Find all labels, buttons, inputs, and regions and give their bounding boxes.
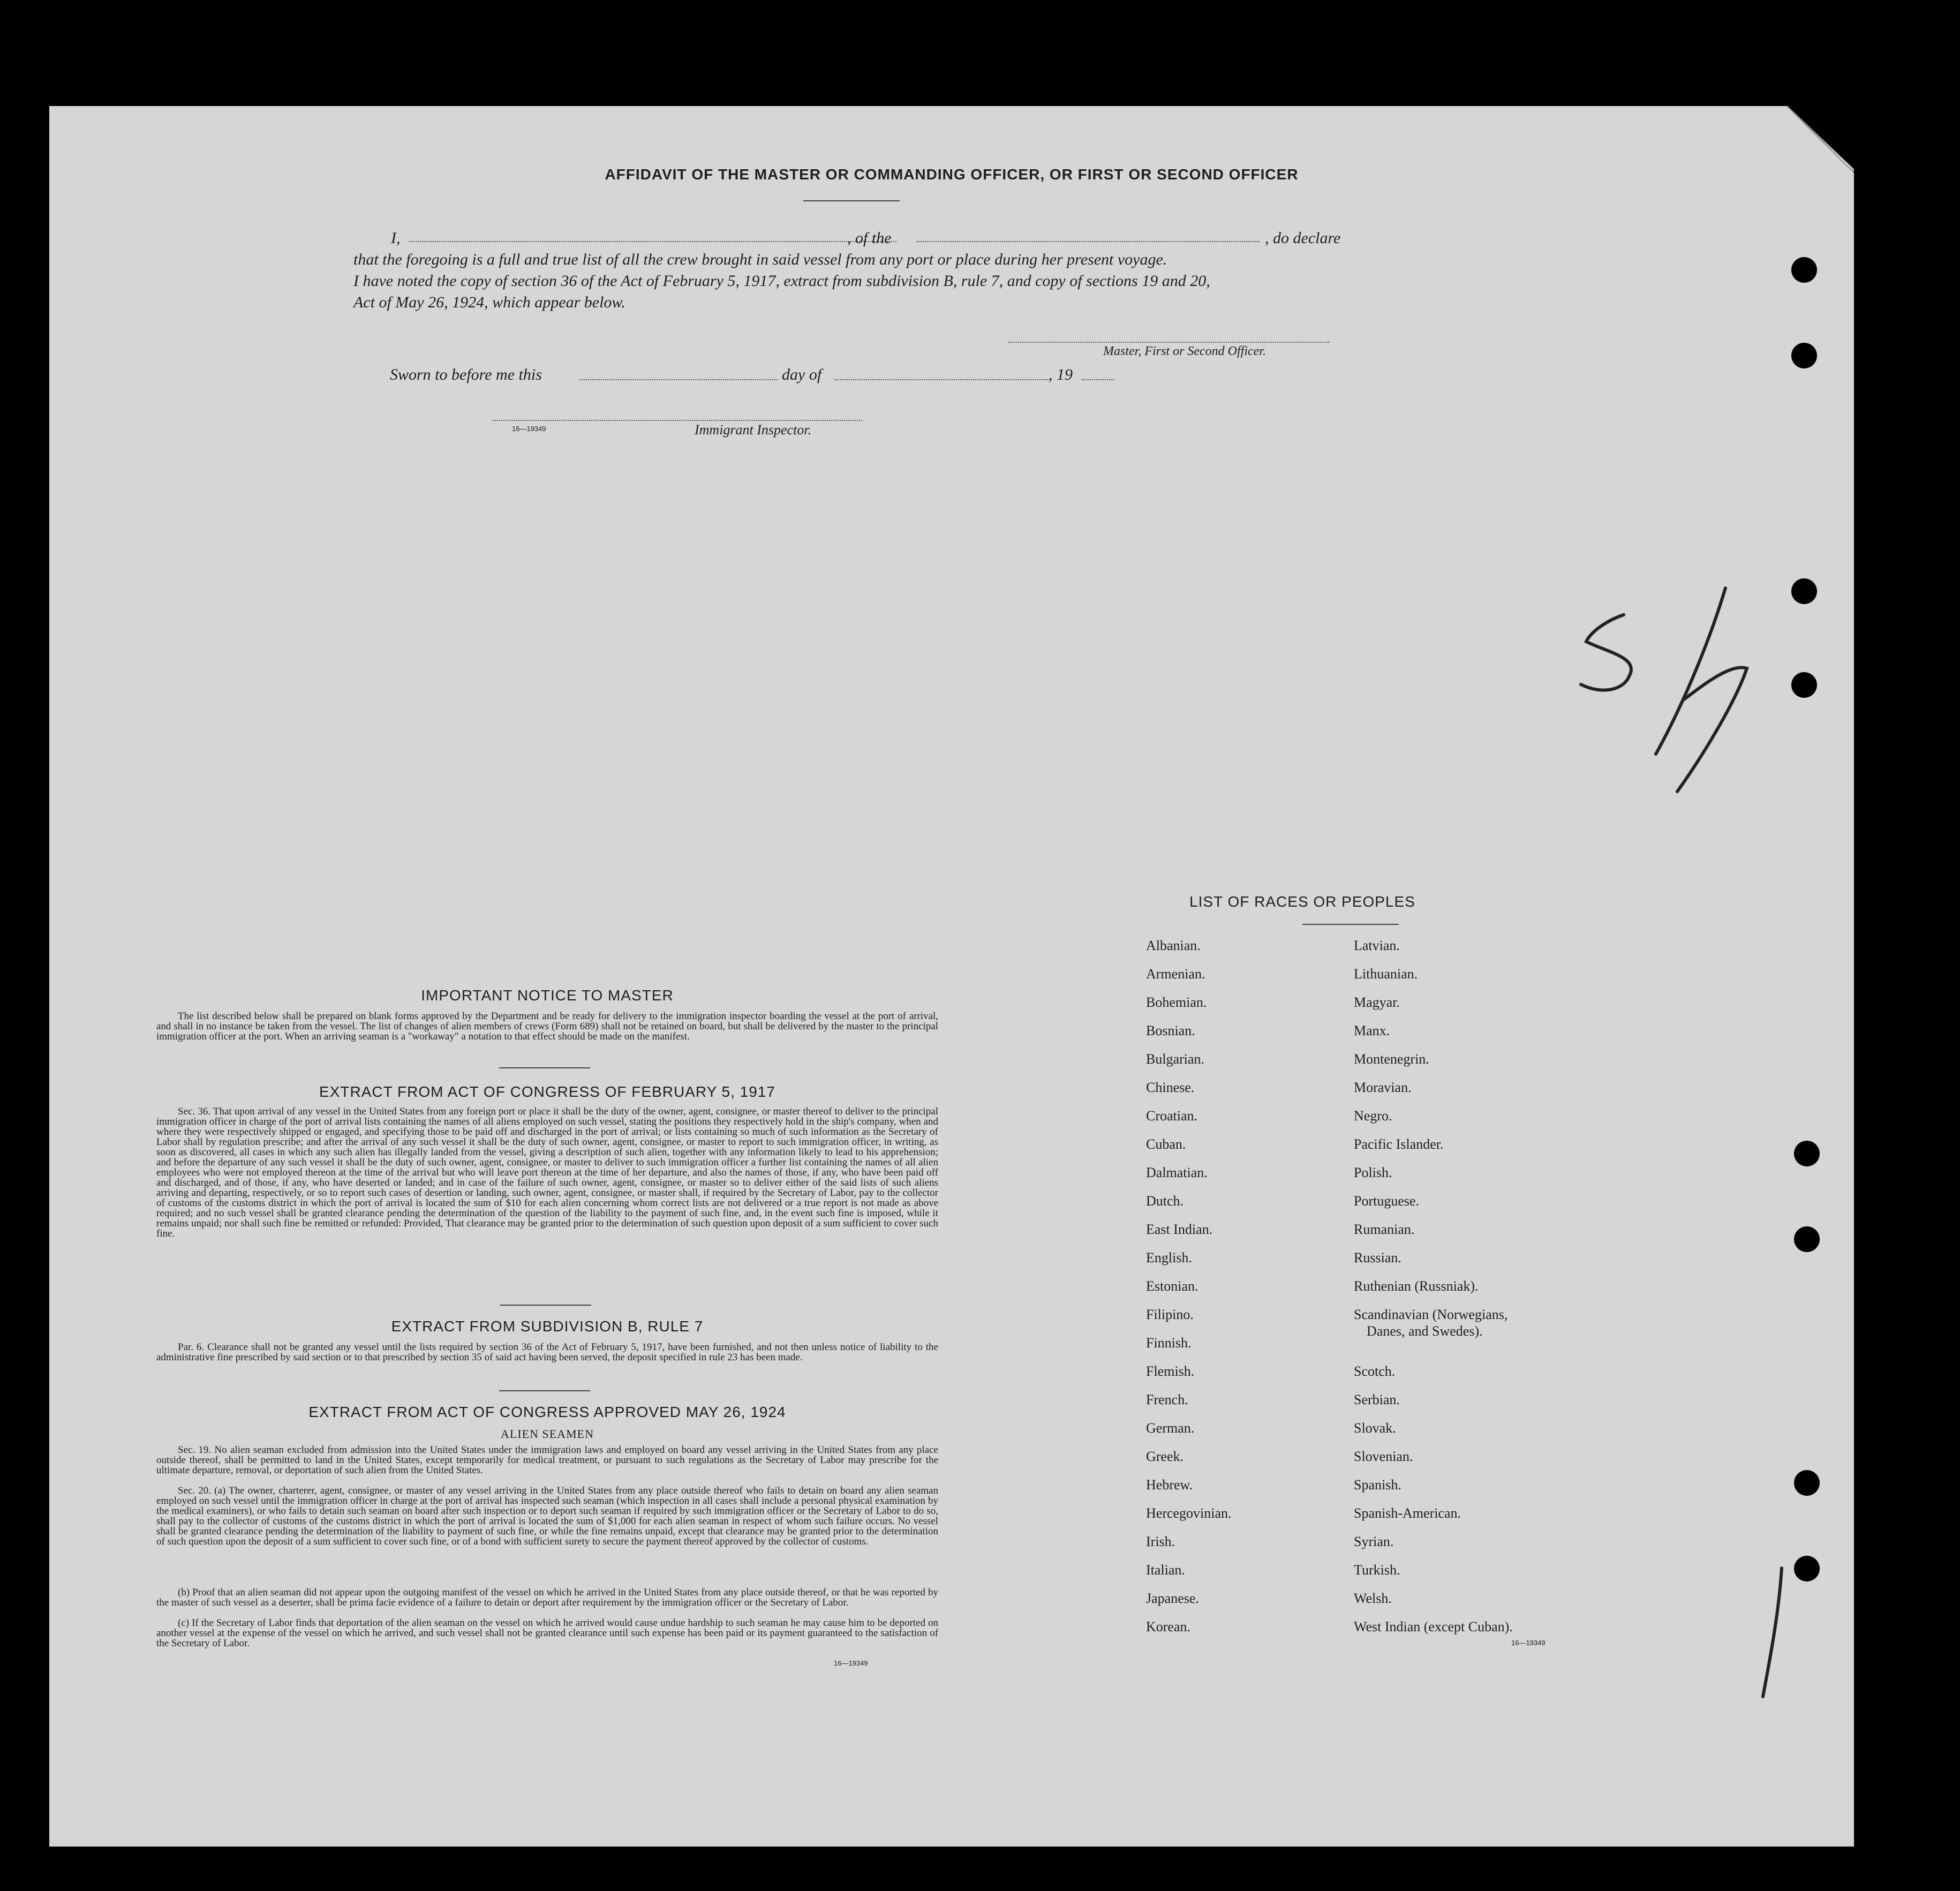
race-item: Estonian. (1146, 1278, 1198, 1294)
vessel-name-field[interactable] (917, 241, 1260, 242)
affidavit-title: AFFIDAVIT OF THE MASTER OR COMMANDING OFFICER, OR FIRST OR SECOND OFFICER (605, 166, 1299, 183)
notice-title: IMPORTANT NOTICE TO MASTER (421, 987, 674, 1004)
affidavit-of-the: , of the (847, 229, 892, 247)
rule7-text: Par. 6. Clearance shall not be granted any vessel until the lists required by section 36 of the Act of February 5, 1917, have been furnished, and not then unless notice of liability to the administrative fine prescribed by said section or to that prescribed by section 35 of said act having been served, the deposit specified in rule 23 has been made. (156, 1342, 938, 1363)
race-item: Armenian. (1146, 966, 1205, 982)
affidavit-i: I, (391, 229, 401, 247)
sworn-label: Sworn to before me this (390, 366, 542, 383)
race-item: Bohemian. (1146, 995, 1207, 1010)
race-item: Moravian. (1354, 1080, 1412, 1095)
race-item: Hebrew. (1146, 1477, 1193, 1493)
punch-hole (1794, 1556, 1820, 1581)
day-of-label: day of (782, 366, 822, 383)
race-item: Rumanian. (1354, 1222, 1415, 1237)
race-item: Greek. (1146, 1449, 1184, 1464)
year-label: , 19 (1049, 366, 1073, 383)
punch-hole (1794, 1470, 1820, 1496)
race-item: Russian. (1354, 1250, 1401, 1265)
race-item: Magyar. (1354, 995, 1400, 1010)
race-item: Cuban. (1146, 1136, 1186, 1152)
race-item: Spanish. (1354, 1477, 1401, 1493)
extract-1917-title: EXTRACT FROM ACT OF CONGRESS OF FEBRUARY 5, 1917 (319, 1083, 775, 1100)
race-item: English. (1146, 1250, 1192, 1265)
race-item: Bulgarian. (1146, 1051, 1205, 1067)
sworn-year-field[interactable] (1082, 379, 1114, 380)
race-item: Syrian. (1354, 1534, 1394, 1549)
handwritten-mark (1752, 1563, 1795, 1702)
form-number-right: 16—19349 (1511, 1639, 1546, 1647)
rule7-rule (499, 1390, 590, 1391)
punch-hole (1794, 1141, 1820, 1166)
race-item: Negro. (1354, 1108, 1392, 1124)
extract-1917-rule (500, 1305, 591, 1306)
race-item: Flemish. (1146, 1363, 1195, 1379)
handwritten-number (1549, 540, 1795, 797)
race-item: Montenegrin. (1354, 1051, 1429, 1067)
race-item: Portuguese. (1354, 1193, 1420, 1209)
form-number-left: 16—19349 (834, 1659, 868, 1667)
race-item: Serbian. (1354, 1392, 1400, 1407)
race-item: Finnish. (1146, 1335, 1192, 1351)
race-item: Irish. (1146, 1534, 1175, 1549)
extract-1924-title: EXTRACT FROM ACT OF CONGRESS APPROVED MAY 26, 1924 (308, 1404, 786, 1420)
race-item: Dutch. (1146, 1193, 1184, 1209)
punch-hole (1791, 672, 1817, 698)
race-item: Hercegovinian. (1146, 1505, 1232, 1521)
race-item: German. (1146, 1420, 1195, 1436)
race-item: Ruthenian (Russniak). (1354, 1278, 1479, 1294)
race-item: Bosnian. (1146, 1023, 1195, 1038)
race-item: Albanian. (1146, 938, 1201, 953)
race-item: Slovak. (1354, 1420, 1396, 1436)
race-item: Korean. (1146, 1619, 1191, 1634)
race-item: Croatian. (1146, 1108, 1198, 1124)
race-item: Japanese. (1146, 1591, 1199, 1606)
punch-hole (1794, 1226, 1820, 1252)
title-rule (803, 200, 900, 201)
sec20c-text: (c) If the Secretary of Labor finds that deportation of the alien seaman on the vessel on which he arrived would cause undue hardship to such seaman he may cause him to be deported on another vessel at the expense of the vessel on which he arrived, and such vessel shall not be granted clearance until such expense has been paid or its payment guaranteed to the satisfaction of the Secretary of Labor. (156, 1617, 938, 1649)
race-item: Welsh. (1354, 1591, 1392, 1606)
race-item: French. (1146, 1392, 1188, 1407)
race-item: Manx. (1354, 1023, 1390, 1038)
race-item: Scotch. (1354, 1363, 1396, 1379)
master-name-field[interactable] (409, 241, 896, 242)
affidavit-declare: , do declare (1265, 229, 1341, 247)
race-item: Danes, and Swedes). (1367, 1323, 1483, 1339)
rule7-title: EXTRACT FROM SUBDIVISION B, RULE 7 (391, 1318, 704, 1335)
notice-text: The list described below shall be prepared on blank forms approved by the Department and be ready for delivery to the immigration inspector boarding the vessel at the port of arrival, and shall in no instance be taken from the vessel. The list of changes of alien members of crews (Form 689) shall not be retained on board, but shall be delivered by the master to the principal immigration officer at the port. When an arriving seaman is a "workaway" a notation to that effect should be made on the manifest. (156, 1011, 938, 1042)
sec20a-text: Sec. 20. (a) The owner, charterer, agent, consignee, or master of any vessel arriving in the United States from any place outside thereof who fails to detain on board any alien seaman employed on such vessel until the immigration officer in charge at the port of arrival has inspected such seaman (which inspection in all cases shall include a personal physical examination by the medical examiners), or who fails to detain such seaman on board after such inspection or to deport such seaman if required by such immigration officer or the Secretary of Labor to do so, shall pay to the collector of customs of the customs district in which the port of arrival is located the sum of $1,000 for each alien seaman in respect of whom such failure occurs. No vessel shall be granted clearance pending the determination of the liability to payment of such fine, or while the fine remains unpaid, except that clearance may be granted prior to the determination of such question upon the deposit of a sum sufficient to cover such fine, or of a bond with sufficient surety to secure the payment thereof approved by the collector of customs. (156, 1485, 938, 1547)
race-item: Slovenian. (1354, 1449, 1413, 1464)
sworn-month-field[interactable] (834, 379, 1049, 380)
race-item: Polish. (1354, 1165, 1392, 1180)
notice-rule (499, 1067, 590, 1068)
master-signature-label: Master, First or Second Officer. (1103, 344, 1266, 358)
sworn-day-field[interactable] (579, 379, 778, 380)
race-item: Spanish-American. (1354, 1505, 1461, 1521)
race-item: Italian. (1146, 1562, 1185, 1578)
form-number-top: 16—19349 (512, 425, 546, 433)
sec20b-text: (b) Proof that an alien seaman did not appear upon the outgoing manifest of the vessel on which he arrived in the United States from any place outside thereof, or that he was reported by the master of such vessel as a deserter, shall be prima facie evidence of a failure to detain or deport after requirement by the immigration officer or the Secretary of Labor. (156, 1587, 938, 1608)
punch-hole (1791, 343, 1817, 368)
races-title: LIST OF RACES OR PEOPLES (1189, 893, 1415, 910)
race-item: East Indian. (1146, 1222, 1213, 1237)
affidavit-line2: that the foregoing is a full and true list of all the crew brought in said vessel from any port or place during her present voyage. (353, 251, 1167, 268)
race-item: Chinese. (1146, 1080, 1195, 1095)
race-item: West Indian (except Cuban). (1354, 1619, 1513, 1634)
race-item: Lithuanian. (1354, 966, 1418, 982)
race-item: Latvian. (1354, 938, 1400, 953)
master-signature-field[interactable] (1008, 342, 1329, 343)
race-item: Pacific Islander. (1354, 1136, 1444, 1152)
alien-seamen-subtitle: ALIEN SEAMEN (501, 1427, 594, 1441)
punch-hole (1791, 578, 1817, 604)
affidavit-line3: I have noted the copy of section 36 of the Act of February 5, 1917, extract from subdivision B, rule 7, and copy of sections 19 and 20, (353, 272, 1210, 290)
folded-corner (1787, 106, 1854, 219)
races-rule (1302, 924, 1399, 925)
punch-hole (1791, 257, 1817, 283)
race-item: Filipino. (1146, 1307, 1194, 1322)
race-item: Scandinavian (Norwegians, (1354, 1307, 1508, 1322)
race-item: Turkish. (1354, 1562, 1400, 1578)
inspector-signature-field[interactable] (493, 420, 862, 421)
extract-1917-text: Sec. 36. That upon arrival of any vessel in the United States from any foreign port or place it shall be the duty of the owner, agent, consignee, or master thereof to deliver to the principal immigration officer in charge of the port of arrival lists containing the names of all aliens employed on such vessel, stating the positions they respectively hold in the ship's company, when and where they were respectively shipped or engaged, and specifying those to be paid off and discharged in the port of arrival; or lists containing so much of such information as the Secretary of Labor shall by regulation prescribe; and after the arrival of any such vessel it shall be the duty of such owner, agent, consignee, or master to report to such immigration officer, in writing, as soon as discovered, all cases in which any such alien has illegally landed from the vessel, giving a description of such alien, together with any information likely to lead to his apprehension; and before the departure of any such vessel it shall be the duty of such owner, agent, consignee, or master to deliver to such immigration officer a further list containing the names of all alien employees who were not employed thereon at the time of the arrival but who will leave port thereon at the time of her departure, and also the names of those, if any, who have been paid off and discharged, and of those, if any, who have deserted or landed; and in case of the failure of such owner, agent, consignee, or master so to deliver either of the said lists of such aliens arriving and departing, respectively, or so to report such cases of desertion or landing, such owner, agent, consignee, or master shall, if required by the Secretary of Labor, pay to the collector of customs of the customs district in which the port of arrival is located the sum of $10 for each alien concerning whom correct lists are not delivered or a true report is not made as above required; and no such vessel shall be granted clearance pending the determination of the question of the liability to the payment of such fine, and, in the event such fine is imposed, while it remains unpaid; nor shall such fine be remitted or refunded: Provided, That clearance may be granted prior to the determination of such question upon deposit of a sum sufficient to cover such fine. (156, 1106, 938, 1239)
sec19-text: Sec. 19. No alien seaman excluded from admission into the United States under the immigration laws and employed on board any vessel arriving in the United States from any place outside thereof, shall be permitted to land in the United States, except temporarily for medical treatment, or pursuant to such regulations as the Secretary of Labor may prescribe for the ultimate departure, removal, or deportation of such alien from the United States. (156, 1444, 938, 1476)
inspector-label: Immigrant Inspector. (695, 422, 812, 438)
affidavit-line4: Act of May 26, 1924, which appear below. (353, 293, 625, 311)
document-page (49, 106, 1854, 1847)
race-item: Dalmatian. (1146, 1165, 1208, 1180)
